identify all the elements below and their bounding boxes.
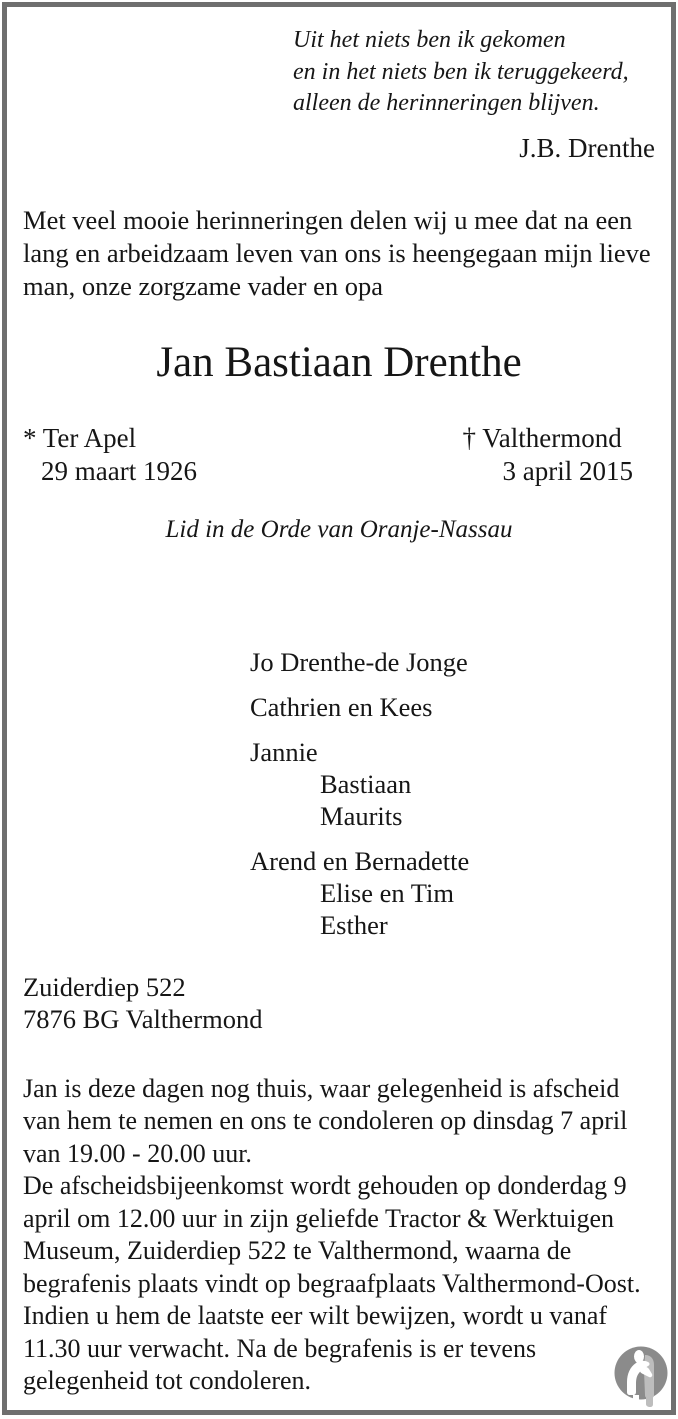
- address-street: Zuiderdiep 522: [23, 971, 186, 1002]
- deceased-name: Jan Bastiaan Drenthe: [156, 338, 522, 386]
- death-symbol: †: [462, 422, 477, 453]
- family-member: Esther: [320, 909, 388, 940]
- family-member: Arend en Bernadette: [250, 845, 470, 876]
- announcement-text: Met veel mooie herinneringen delen wij u mee dat na een lang en arbeidzaam leven van ons is heengegaan mijn lieve man, onze zorgzame vader en opa: [23, 204, 651, 301]
- death-info: [463, 422, 633, 488]
- birth-info: [23, 422, 197, 488]
- ceremony-paragraph: De afscheidsbijeenkomst wordt gehouden op donderdag 9 april om 12.00 uur in zijn geliefde Tractor & Werktuigen Museum, Zuiderdiep 522 te Valthermond, waarna de begrafenis plaats vindt op begraafplaats Valthermond-Oost. Indien u hem de laatste eer wilt bewijzen, wordt u vanaf 11.30 uur verwacht. Na de begrafenis is er tevens gelegenheid tot condoleren.: [23, 1171, 641, 1395]
- birth-date: 29 maart 1926: [41, 455, 197, 486]
- family-member: Jannie: [250, 736, 318, 767]
- address-city: 7876 BG Valthermond: [23, 1003, 263, 1034]
- death-place: Valthermond: [482, 422, 622, 453]
- visitation-paragraph: Jan is deze dagen nog thuis, waar gelegenheid is afscheid van hem te nemen en ons te condoleren op dinsdag 7 april van 19.00 - 20.00 uur.: [23, 1073, 628, 1168]
- obituary-notice: [2, 2, 676, 1415]
- poem-attribution: J.B. Drenthe: [519, 132, 655, 163]
- royal-honor: Lid in de Orde van Oranje-Nassau: [165, 515, 513, 543]
- poem-line: alleen de herinneringen blijven.: [293, 90, 600, 116]
- birth-death-dates: [23, 422, 633, 488]
- birth-place: Ter Apel: [42, 422, 137, 453]
- memorial-figures-icon: [613, 1346, 670, 1408]
- home-address: [23, 971, 671, 1035]
- family-member: Jo Drenthe-de Jonge: [250, 646, 468, 677]
- memorial-poem: [7, 7, 671, 120]
- family-list: [250, 646, 671, 941]
- funeral-details: [23, 1073, 655, 1398]
- memorial-figures-logo: [613, 1346, 670, 1408]
- birth-symbol: *: [23, 422, 37, 453]
- poem-line: en in het niets ben ik teruggekeerd,: [293, 58, 629, 85]
- family-member: Maurits: [320, 800, 403, 831]
- family-member: Bastiaan: [320, 768, 412, 799]
- death-date: 3 april 2015: [502, 455, 633, 486]
- family-member: Cathrien en Kees: [250, 691, 433, 722]
- family-member: Elise en Tim: [320, 877, 455, 908]
- poem-line: Uit het niets ben ik gekomen: [293, 27, 566, 53]
